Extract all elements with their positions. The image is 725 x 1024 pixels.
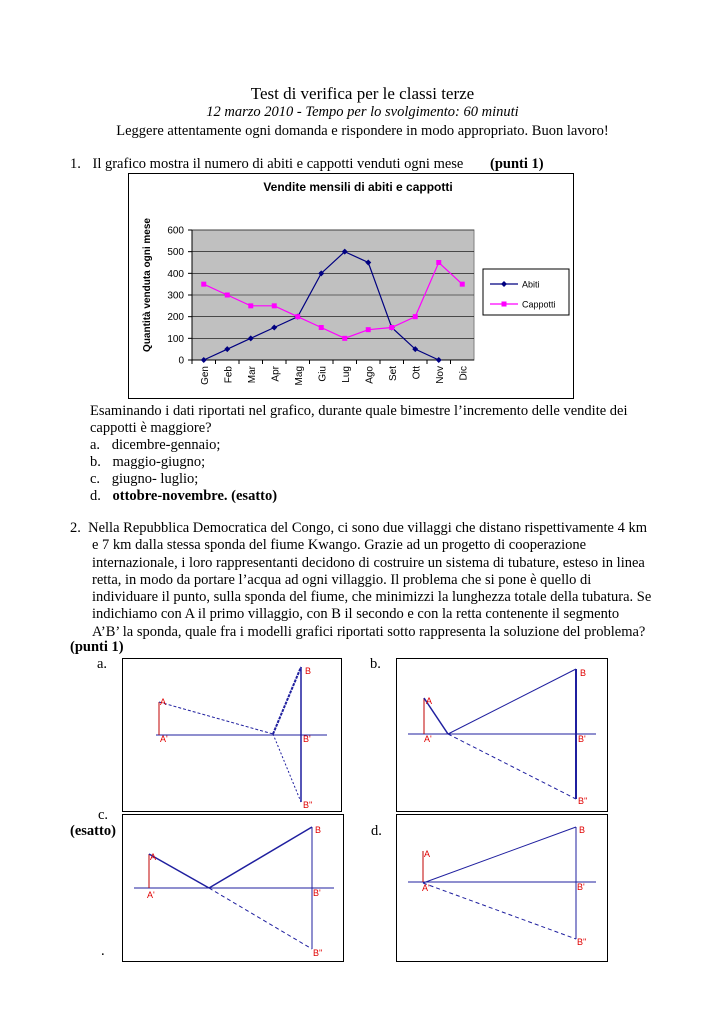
point-label-A1: A' bbox=[422, 883, 430, 893]
diagram-c-svg bbox=[122, 814, 344, 962]
point-label-A1: A' bbox=[424, 734, 432, 744]
page-title: Test di verifica per le classi terze bbox=[250, 84, 475, 103]
x-tick-label: Nov bbox=[434, 366, 446, 384]
data-point bbox=[413, 314, 418, 319]
diagram-c[interactable] bbox=[122, 814, 344, 962]
option-c[interactable] bbox=[90, 471, 277, 488]
option-text: maggio-giugno; bbox=[112, 454, 206, 470]
option-text: dicembre-gennaio; bbox=[111, 437, 221, 453]
question-1-number: 1. bbox=[70, 156, 81, 172]
diagram-c-correct-note: (esatto) bbox=[70, 823, 116, 839]
x-tick-label: Apr bbox=[270, 366, 282, 382]
question-2-line-5: indichiamo con A il primo villaggio, con B il secondo e con la retta contenente il segmento bbox=[92, 606, 620, 623]
data-point bbox=[272, 303, 277, 308]
data-point bbox=[342, 336, 347, 341]
point-label-B2: B'' bbox=[313, 948, 323, 958]
y-tick-label: 200 bbox=[167, 312, 184, 324]
x-tick-label: Ott bbox=[411, 366, 423, 380]
point-label-B: B bbox=[580, 668, 587, 678]
diagram-d-path-PB bbox=[423, 827, 576, 883]
question-2-line-0: Nella Repubblica Democratica del Congo, ci sono due villaggi che distano rispettivamente 4 km bbox=[88, 520, 648, 536]
x-tick-label: Mar bbox=[246, 366, 258, 384]
y-tick-label: 300 bbox=[167, 290, 184, 302]
diagram-trailing-dot: . bbox=[101, 943, 105, 959]
point-label-B1: B' bbox=[577, 882, 585, 892]
data-point bbox=[389, 325, 394, 330]
question-1-options bbox=[90, 437, 277, 505]
question-2-line-1: e 7 km dalla stessa sponda del fiume Kwango. Grazie ad un progetto di cooperazione bbox=[92, 537, 587, 554]
x-tick-label: Lug bbox=[340, 366, 352, 383]
legend-label: Abiti bbox=[522, 279, 540, 290]
data-point bbox=[460, 282, 465, 287]
diagram-b-path-PB bbox=[448, 669, 576, 734]
point-label-A1: A' bbox=[147, 890, 155, 900]
point-label-B: B bbox=[315, 825, 322, 835]
diagram-d-path-PB2 bbox=[423, 883, 576, 939]
question-1-body-line-2: cappotti è maggiore? bbox=[90, 420, 212, 436]
question-1-heading bbox=[70, 156, 630, 173]
option-b[interactable] bbox=[90, 454, 277, 471]
option-letter: d. bbox=[90, 488, 101, 504]
diagram-a-path-PB2 bbox=[273, 734, 301, 802]
sales-chart bbox=[128, 173, 574, 404]
x-tick-label: Gen bbox=[199, 366, 211, 385]
diagram-b[interactable] bbox=[396, 658, 608, 812]
question-2-first-line bbox=[70, 520, 682, 537]
sales-chart-svg bbox=[128, 173, 574, 399]
diagram-b-path-PB2 bbox=[448, 734, 576, 799]
diagram-c-label: c. bbox=[98, 807, 109, 823]
x-tick-label: Dic bbox=[458, 366, 470, 381]
point-label-B: B bbox=[305, 666, 312, 676]
x-tick-label: Feb bbox=[223, 366, 235, 384]
question-2-number: 2. bbox=[70, 520, 81, 536]
question-2-line-3: retta, in modo da portare l’acqua ad ogni villaggio. Il problema che si pone è quello di bbox=[92, 571, 592, 588]
y-tick-label: 100 bbox=[167, 333, 184, 345]
y-tick-label: 500 bbox=[167, 247, 184, 259]
option-letter: b. bbox=[90, 454, 101, 470]
question-2-text bbox=[70, 520, 682, 641]
diagram-a-svg bbox=[122, 658, 342, 812]
option-letter: c. bbox=[90, 471, 101, 487]
diagram-d-svg bbox=[396, 814, 608, 962]
point-label-B1: B' bbox=[313, 888, 321, 898]
diagram-d-label: d. bbox=[371, 823, 382, 839]
x-tick-label: Ago bbox=[364, 366, 376, 384]
y-tick-label: 600 bbox=[167, 225, 184, 237]
y-axis-label: Quantità venduta ogni mese bbox=[142, 218, 153, 352]
data-point bbox=[319, 325, 324, 330]
question-2-line-2: internazionale, i loro rappresentanti decidono di costruire un sistema di tubature, esteso in linea bbox=[92, 554, 645, 571]
legend-label: Cappotti bbox=[522, 299, 556, 310]
option-correct-note: . (esatto) bbox=[223, 488, 278, 504]
diagram-a-label: a. bbox=[97, 656, 108, 672]
diagram-a-path-PB bbox=[273, 667, 301, 734]
chart-title: Vendite mensili di abiti e cappotti bbox=[263, 180, 453, 194]
point-label-B1: B' bbox=[578, 734, 586, 744]
question-1-body bbox=[90, 403, 680, 437]
point-label-B2: B'' bbox=[303, 800, 313, 810]
point-label-B2: B'' bbox=[578, 796, 588, 806]
x-tick-label: Giu bbox=[317, 366, 329, 382]
option-text: giugno- luglio; bbox=[111, 471, 199, 487]
legend-marker bbox=[502, 302, 507, 307]
x-tick-label: Set bbox=[387, 366, 399, 382]
data-point bbox=[366, 327, 371, 332]
diagram-d[interactable] bbox=[396, 814, 608, 962]
option-d[interactable] bbox=[90, 488, 277, 505]
diagram-c-path-AP bbox=[149, 854, 209, 888]
data-point bbox=[295, 314, 300, 319]
diagram-b-label: b. bbox=[370, 656, 381, 672]
diagram-c-path-PB bbox=[209, 827, 312, 888]
x-tick-label: Mag bbox=[293, 366, 305, 386]
point-label-B2: B'' bbox=[577, 937, 587, 947]
data-point bbox=[248, 303, 253, 308]
option-a[interactable] bbox=[90, 437, 277, 454]
option-text: ottobre-novembre bbox=[112, 488, 224, 504]
point-label-A1: A' bbox=[160, 734, 168, 744]
data-point bbox=[225, 293, 230, 298]
point-label-B: B bbox=[579, 825, 586, 835]
option-letter: a. bbox=[90, 437, 101, 453]
point-label-A: A bbox=[160, 697, 167, 707]
diagram-a-path-AP bbox=[159, 702, 273, 734]
y-tick-label: 400 bbox=[167, 268, 184, 280]
question-1-text: Il grafico mostra il numero di abiti e cappotti venduti ogni mese bbox=[92, 156, 464, 172]
point-label-A: A bbox=[426, 696, 433, 706]
data-point bbox=[436, 260, 441, 265]
question-1-points: (punti 1) bbox=[490, 156, 544, 172]
question-2-line-6: A’B’ la sponda, quale fra i modelli grafici riportati sotto rappresenta la soluzione del problema? bbox=[92, 623, 646, 640]
data-point bbox=[201, 282, 206, 287]
instructions: Leggere attentamente ogni domanda e rispondere in modo appropriato. Buon lavoro! bbox=[116, 123, 609, 139]
diagram-a[interactable] bbox=[122, 658, 342, 812]
diagram-c-path-PB2 bbox=[209, 888, 312, 949]
question-2-points: (punti 1) bbox=[70, 639, 124, 655]
diagram-b-svg bbox=[396, 658, 608, 812]
question-1-body-line-1: Esaminando i dati riportati nel grafico, durante quale bimestre l’incremento delle vendite dei bbox=[90, 403, 628, 419]
page-subtitle: 12 marzo 2010 - Tempo per lo svolgimento: 60 minuti bbox=[206, 104, 519, 120]
point-label-B1: B' bbox=[303, 734, 311, 744]
question-2-line-4: individuare il punto, sulla sponda del fiume, che minimizzi la lunghezza totale della tubatura. Se bbox=[92, 589, 652, 606]
y-tick-label: 0 bbox=[178, 355, 184, 367]
point-label-A: A bbox=[424, 849, 431, 859]
point-label-A: A bbox=[150, 852, 157, 862]
